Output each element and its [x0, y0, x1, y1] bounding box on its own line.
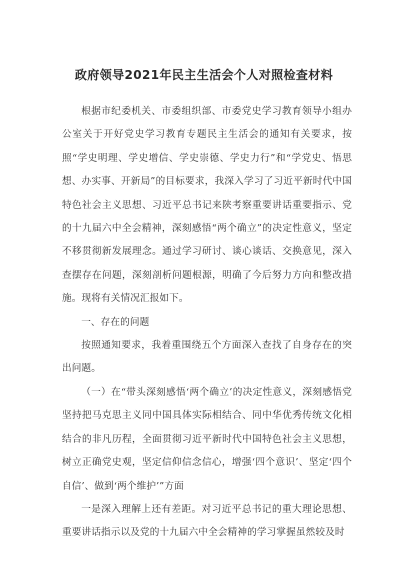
- intro-paragraph: 根据市纪委机关、市委组织部、市委党史学习教育领导小组办公室关于开好党史学习教育专题民主生活会的通知有关要求，按照“学史明理、学史增信、学史崇德、学史力行”和“学党史、悟思想、办实事、开新局”的目标要求，我深入学习了习近平新时代中国特色社会主义思想、习近平总书记来陕考察重要讲话重要指示、党的十九届六中全会精神，深刻感悟“两个确立”的决定性意义，坚定不移贯彻新发展理念。通过学习研讨、谈心谈话、交换意见，深入查摆存在问题，深刻剖析问题根源，明确了今后努力方向和整改措施。现将有关情况汇报如下。: [62, 106, 352, 305]
- document-body: [62, 100, 352, 545]
- subsection-heading-1: （一）在“带头深刻感悟‘两个确立’的决定性意义，深刻感悟党坚持把马克思主义同中国具体实际相结合、同中华优秀传统文化相结合的非凡历程，全面贯彻习近平新时代中国特色社会主义思想，树立正确党史观，坚定信仰信念信心，增强‘四个意识’、坚定‘四个自信’、做到‘两个维护’”方面: [62, 386, 352, 492]
- section-heading-problems: 一、存在的问题: [81, 316, 150, 328]
- document-title: 政府领导2021年民主生活会个人对照检查材料: [74, 68, 334, 82]
- problems-intro-paragraph: 按照通知要求，我着重围绕五个方面深入查找了自身存在的突出问题。: [62, 340, 352, 375]
- point-one-paragraph: 一是深入理解上还有差距。对习近平总书记的重大理论思想、重要讲话指示以及党的十九届六中全会精神的学习掌握虽然较及时: [62, 503, 352, 539]
